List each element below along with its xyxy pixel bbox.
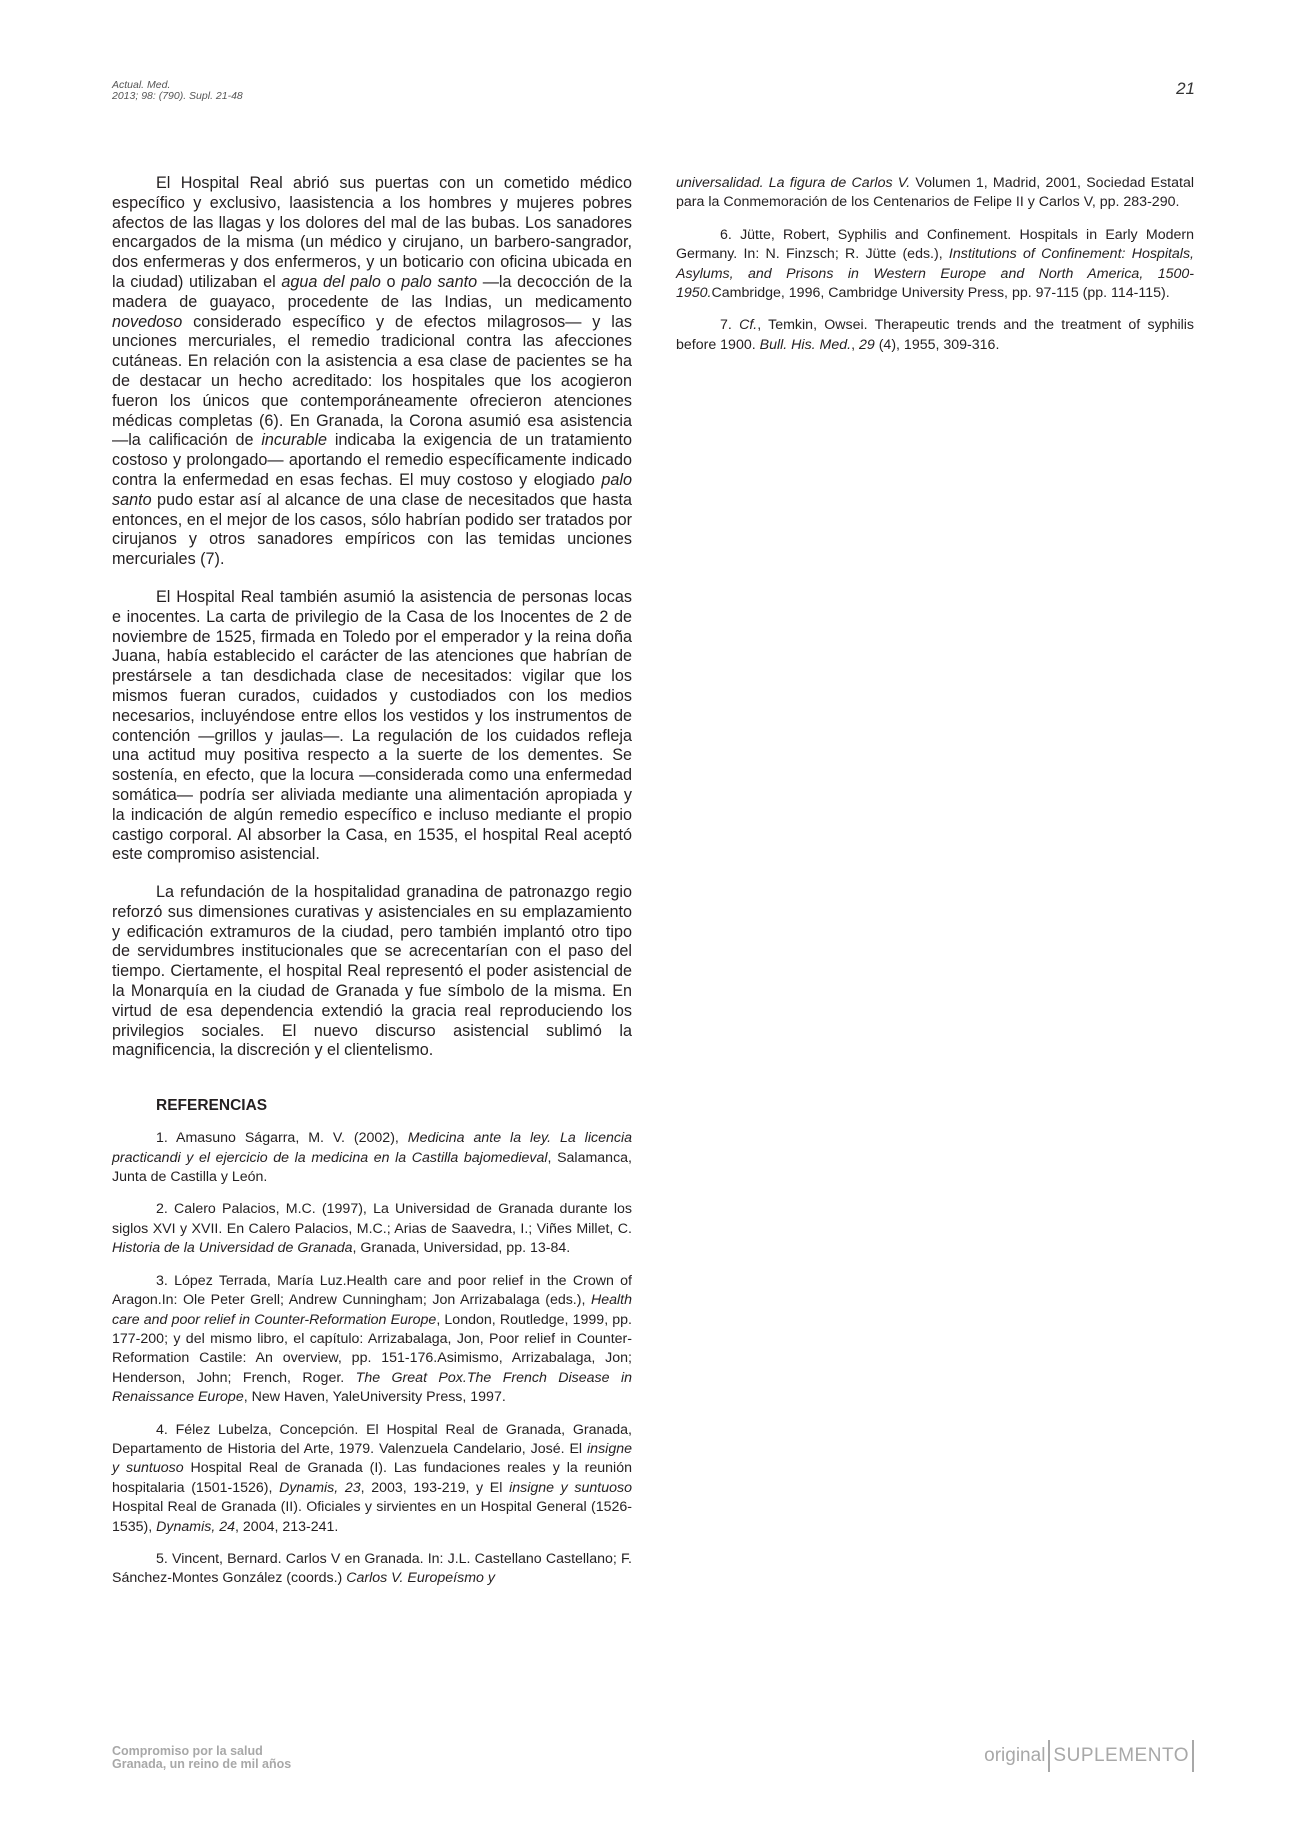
text-run: , London, Routledge, 1999, pp. 177-200; y del mismo libro, el capítulo: Arrizabalaga, Jon, Poor relief in Counter-Reformation Castile: An overview, pp. 151-176.Asimismo, Arrizabalaga, Jon; Henderson, John; French, Roger. (112, 1311, 633, 1386)
text-run: El Hospital Real también asumió la asistencia de personas locas e inocentes. La carta de privilegio de la Casa de los Inocentes de 2 de noviembre de 1525, firmada en Toledo por el emperador y la reina doña Juana, había establecido el carácter de las atenciones que habrían de prestársele a tan desdichada clase de necesitados: vigilar que los mismos fueran curados, cuidados y custodiados con los medios necesarios, incluyéndose entre ellos los vestidos y los instrumentos de contención —grillos y jaulas—. La regulación de los cuidados refleja una actitud muy positiva respecto a la suerte de los dementes. Se sostenía, en efecto, que la locura —considerada como una enfermedad somática— podría ser aliviada mediante una alimentación apropiada y la indicación de algún remedio específico e incluso mediante el propio castigo corporal. Al absorber la Casa, en 1535, el hospital Real aceptó este compromiso asistencial. (112, 587, 632, 864)
text-run: Hospital Real de Granada (II). Oficiales y sirvientes en un Hospital General (1526-1535), (112, 1499, 632, 1535)
journal-citation (112, 80, 243, 102)
text-run: o (380, 272, 402, 291)
italic-text: Health care and poor relief in Counter-Reformation Europe (112, 1292, 632, 1328)
text-run: indicaba la exigencia de un tratamiento costoso y prolongado— aportando el remedio específicamente indicado contra la enfermedad en esas fechas. El muy costoso y elogiado (112, 431, 633, 489)
journal-name: Actual. Med. (112, 79, 171, 91)
italic-text: palo santo (401, 272, 478, 291)
italic-text: 29 (858, 336, 875, 353)
reference-item-6 (676, 226, 1194, 304)
references-list-left (112, 1129, 632, 1589)
text-run: , Salamanca, Junta de Castilla y León. (112, 1149, 632, 1186)
text-run: Volumen 1, Madrid, 2001, Sociedad Estatal para la Conmemoración de los Centenarios de Felipe II y Carlos V, pp. 283-290. (676, 175, 1194, 211)
italic-text: Institutions of Confinement: Hospitals, Asylums, and Prisons in Western Europe and North America, 1500-1950. (676, 246, 1194, 302)
text-run: 2. Calero Palacios, M.C. (1997), La Universidad de Granada durante los siglos XVI y XVII. En Calero Palacios, M.C.; Arias de Saavedra, I.; Viñes Millet, C. (112, 1201, 632, 1237)
reference-item-5-continued (676, 174, 1194, 213)
italic-text: universalidad. La figura de Carlos V. (676, 175, 911, 191)
references-list-right (676, 174, 1194, 355)
text-run: , Temkin, Owsei. Therapeutic trends and the treatment of syphilis before 1900. (676, 317, 1195, 353)
reference-item-1 (112, 1129, 632, 1187)
body-paragraph-3 (112, 883, 632, 1061)
text-run: , 2004, 213-241. (235, 1518, 339, 1535)
italic-text: incurable (261, 431, 328, 450)
text-run: 1. Amasuno Ságarra, M. V. (2002), (156, 1130, 408, 1147)
footer-divider (1048, 1740, 1050, 1772)
italic-text: palo santo (112, 470, 632, 509)
references-heading: REFERENCIAS (156, 1097, 268, 1115)
reference-item-7 (676, 316, 1194, 355)
page-number: 21 (1176, 79, 1195, 98)
footer-series-line-2: Granada, un reino de mil años (112, 1757, 292, 1771)
left-column (112, 174, 632, 1602)
italic-text: Bull. His. Med. (759, 336, 852, 353)
text-run: considerado específico y de efectos milagrosos— y las unciones mercuriales, el remedio tradicional contra las afecciones cutáneas. En relación con la asistencia a esa clase de pacientes se ha de destacar un hecho acreditado: los hospitales que los acogieron fueron los únicos que contemporáneamente ofrecieron atenciones médicas completas (6). En Granada, la Corona asumió esa asistencia —la calificación de (112, 312, 632, 450)
footer-section-label (984, 1740, 1197, 1772)
right-column (676, 174, 1194, 368)
footer-divider-end (1192, 1740, 1194, 1772)
text-run: 4. Félez Lubelza, Concepción. El Hospital Real de Granada, Granada, Departamento de Historia del Arte, 1979. Valenzuela Candelario, José. El (112, 1421, 632, 1457)
italic-text: insigne y suntuoso (112, 1440, 632, 1477)
italic-text: agua del palo (281, 272, 381, 291)
text-run: 5. Vincent, Bernard. Carlos V en Granada. In: J.L. Castellano Castellano; F. Sánchez-Montes González (coords.) (112, 1550, 632, 1587)
italic-text: insigne y suntuoso (509, 1479, 632, 1496)
reference-item-3 (112, 1272, 632, 1408)
text-run: 7. (720, 317, 740, 334)
italic-text: Dynamis, 23 (279, 1479, 361, 1496)
italic-text: The Great Pox.The French Disease in Renaissance Europe (112, 1369, 632, 1406)
reference-item-4 (112, 1421, 632, 1537)
text-run: , Granada, Universidad, pp. 13-84. (352, 1240, 571, 1257)
italic-text: Medicina ante la ley. La licencia practicandi y el ejercicio de la medicina en la Castilla bajomedieval (112, 1130, 632, 1166)
footer-original-label: original (984, 1745, 1046, 1766)
reference-item-2 (112, 1200, 632, 1258)
text-run: (4), 1955, 309-316. (874, 336, 1000, 353)
body-text (112, 174, 632, 1061)
italic-text: Historia de la Universidad de Granada (112, 1240, 353, 1257)
text-run: 6. Jütte, Robert, Syphilis and Confinement. Hospitals in Early Modern Germany. In: N. Finzsch; R. Jütte (eds.), (676, 226, 1194, 263)
text-run: Cambridge, 1996, Cambridge University Press, pp. 97-115 (pp. 114-115). (711, 285, 1170, 302)
body-paragraph-1 (112, 174, 632, 570)
footer-series-line-1: Compromiso por la salud (112, 1744, 263, 1758)
italic-text: Cf. (739, 317, 758, 334)
italic-text: novedoso (112, 312, 183, 331)
text-run: , New Haven, YaleUniversity Press, 1997. (243, 1389, 506, 1406)
body-paragraph-2 (112, 588, 632, 865)
journal-issue: 2013; 98: (790). Supl. 21-48 (112, 90, 243, 102)
text-run: El Hospital Real abrió sus puertas con un cometido médico específico y exclusivo, laasistencia a los hombres y mujeres pobres afectos de las llagas y los dolores del mal de las bubas. Los sanadores encargados de la misma (un médico y cirujano, un barbero-sangrador, dos enfermeras y dos enfermeros, y un boticario con oficina ubicada en la ciudad) utilizaban el (112, 174, 632, 291)
text-run: , (851, 336, 859, 353)
text-run: Hospital Real de Granada (I). Las fundaciones reales y la reunión hospitalaria (1501-1526), (112, 1460, 632, 1496)
italic-text: Dynamis, 24 (156, 1518, 236, 1535)
footer-series (112, 1745, 291, 1771)
reference-item-5 (112, 1550, 632, 1589)
footer-supplement-label: SUPLEMENTO (1053, 1745, 1189, 1766)
text-run: , 2003, 193-219, y El (360, 1479, 510, 1496)
text-run: pudo estar así al alcance de una clase de necesitados que hasta entonces, en el mejor de los casos, sólo habrían podido ser tratados por cirujanos y otros sanadores empíricos con las temidas unciones mercuriales (7). (112, 490, 632, 569)
text-run: —la decocción de la madera de guayaco, procedente de las Indias, un medicamento (112, 272, 632, 311)
italic-text: Carlos V. Europeísmo y (346, 1570, 495, 1587)
text-run: La refundación de la hospitalidad granadina de patronazgo regio reforzó sus dimensiones curativas y asistenciales en su emplazamiento y edificación extramuros de la ciudad, pero también implantó otro tipo de servidumbres institucionales que se acrecentarían con el paso del tiempo. Ciertamente, el hospital Real representó el poder asistencial de la Monarquía en la ciudad de Granada y fue símbolo de la misma. En virtud de esa dependencia extendió la gracia real reproduciendo los privilegios sociales. El nuevo discurso asistencial sublimó la magnificencia, la discreción y el clientelismo. (112, 883, 632, 1060)
text-run: 3. López Terrada, María Luz.Health care and poor relief in the Crown of Aragon.In: Ole Peter Grell; Andrew Cunningham; Jon Arrizabalaga (eds.), (112, 1272, 632, 1309)
